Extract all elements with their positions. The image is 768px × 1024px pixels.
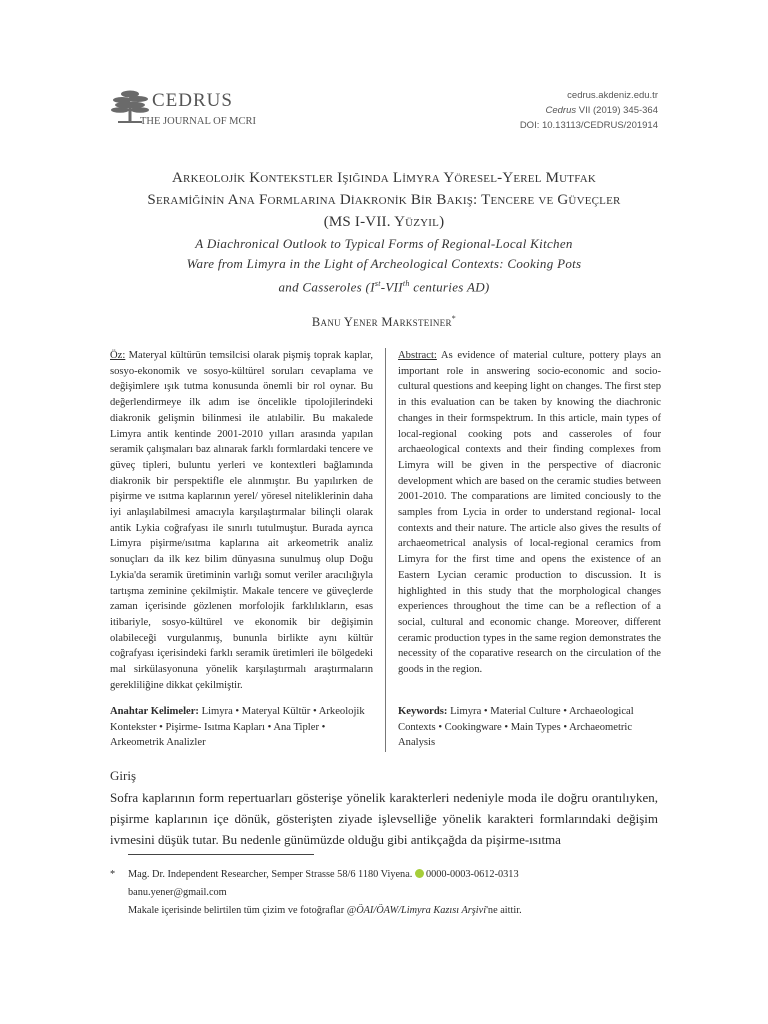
section-heading: Giriş (110, 768, 136, 783)
keywords-tr-text: Limyra • Materyal Kültür • Arkeolojik Kontekster • Pişirme- Isıtma Kapları • Ana Tipler • Arkeometrik Analizler (110, 706, 365, 749)
citation-block (520, 88, 658, 133)
keywords-en-label: Keywords: (398, 706, 448, 717)
abstract-tr-label: Öz: (110, 350, 126, 361)
orcid-icon[interactable] (415, 869, 424, 878)
keywords-english (398, 704, 661, 751)
title-english (100, 234, 668, 297)
title-en-line2: Ware from Limyra in the Light of Archeological Contexts: Cooking Pots (186, 256, 582, 271)
abstract-english (398, 348, 661, 678)
title-tr-line2: Serami̇ği̇ni̇n Ana Formlarina Di̇akroni̇k Bi̇r Bakiş: Tencere ve Güveçler (147, 192, 621, 208)
abstract-en-label: Abstract: (398, 350, 437, 361)
footnote-credit (128, 902, 670, 920)
footnote-affiliation-line (128, 866, 670, 884)
footnote-credit-b: @ÖAI/ÖAW/Limyra Kazısı Arşivi (346, 905, 487, 916)
footnote-email[interactable]: banu.yener@gmail.com (128, 887, 227, 898)
title-en-part-b: -VII (380, 279, 403, 295)
journal-name: CEDRUS (152, 90, 233, 111)
author-name: Banu Yener Marksteiner (311, 315, 452, 330)
author-footnote-mark[interactable]: * (451, 314, 457, 323)
keywords-turkish (110, 704, 373, 751)
footnote-rule (128, 854, 314, 855)
abstract-turkish (110, 348, 373, 693)
title-en-part-c: centuries AD) (409, 279, 490, 295)
footnote-credit-a: Makale içerisinde belirtilen tüm çizim ve fotoğraflar (128, 905, 347, 916)
orcid-id[interactable]: 0000-0003-0612-0313 (425, 869, 519, 880)
footnote-mark: * (110, 869, 116, 880)
journal-site-link[interactable]: cedrus.akdeniz.edu.tr (567, 90, 658, 101)
author-line (100, 314, 668, 330)
title-en-line3 (100, 274, 668, 297)
abstract-tr-text: Materyal kültürün temsilcisi olarak pişmiş toprak kaplar, sosyo-ekonomik ve sosyo-kültürel soruları cevaplama ve değişimlere ışık tutma konusunda önemli bir rol oynar. Bu değerlendirmeye ilk adım ise öncelikle tipolojilerindeki diakronik gelişmin bilinmesi ile atılabilir. Bu makalede Limyra antik kentinde 2001-2010 yılları arasında yapılan seramik çalışmaları baz alınarak farklı formlardaki tencere ve güveç tipleri, buluntu yerleri ve kontextleri bağlamında diakronik bir perspektifle ele alınmıştır. Bu yapılırken de pişirme ve ısıtma kaplarının yerel/ yöresel niteliklerinin daha iyi anlaşılabilmesi amacıyla karşılaştırmalar bilinçli olarak antik Lykia coğrafyası ile sınırlı tutulmuştur. Burada ayrıca Limyra pişirme/ısıtma kaplarına ait arkeometrik analiz sonuçları da ilk kez bilim dünyasına sunulmuş olup Doğu Lykia'da seramik üretiminin varlığı somut veriler aracılığıyla tartışma zeminine çekilmiştir. Makale tencere ve güveçlerde zaman içerisinde gözlenen morfolojik farklılıkların, esas itibariyle, sosyo-kültürel ve ekonomik bir değişimin olabileceği vurgulanmış, bununla birlikte aynı kültür coğrafyası içerisindeki farklı seramik üretimleri ile bölgedeki mal sirkülasyonuna yönelik karşılaştırmalı araştırmaların gerekliliğine dikkat çekilmiştir. (110, 350, 373, 691)
citation-line (520, 103, 658, 118)
journal-logo (110, 86, 270, 134)
title-en-sup2: th (402, 279, 410, 288)
body-paragraph: Sofra kaplarının form repertuarları gösterişe yönelik karakterleri nedeniyle moda ile doğru orantılıyken, pişirme kaplarının içe dönük, gösterişten ziyade işlevselliğe yönelik karakteri formlarındaki değişim ivmesini düşük tutar. Bu nedenle günümüzde olduğu gibi antikçağda da pişirme-ısıtma (110, 790, 658, 847)
title-turkish (100, 167, 668, 233)
title-en-sup1: st (374, 279, 381, 288)
title-tr-line3: (MS I-VII. Yüzyil) (323, 214, 445, 230)
column-divider (385, 348, 386, 752)
footnote (110, 866, 670, 920)
keywords-tr-label: Anahtar Kelimeler: (110, 706, 199, 717)
keywords-en-text: Limyra • Material Culture • Archaeological Contexts • Cookingware • Main Types • Archaeometric Analysis (398, 706, 634, 749)
citation-journal: Cedrus (545, 105, 577, 116)
journal-subtitle: THE JOURNAL OF MCRI (140, 116, 256, 127)
abstract-en-text: As evidence of material culture, pottery plays an important role in answering socio-economic and socio-cultural questions and keeping light on changes. The first step in this evaluation can be taken by knowing the diachronic changes in their formspektrum. In this article, main types of local-regional cooking pots and casseroles of four archaeological contexts and their finding complexes from Limyra will be given in the perspective of diacronic development which are based on the ceramic studies between 2001-2010. The comparations are limited conciously to the samples from Lycia in order to understand regional- local contexts and their nature. The article also gives the results of archaeometrical analysis of local-regional ceramics from Limyra for the first time and opens the existence of an Eastern Lycian ceramic production to discussion. It is highlighted in this study that the morphological changes experiences throughout the time can be a reflection of a social, cultural and economic change. Moreover, different ceramic production types in the same region demonstrates the necessity of the coparative research on the circulation of the goods in the region. (398, 350, 661, 676)
footnote-affiliation: Mag. Dr. Independent Researcher, Semper Strasse 58/6 1180 Viyena. (128, 869, 413, 880)
citation-volume: VII (2019) 345-364 (578, 105, 658, 116)
title-en-line1: A Diachronical Outlook to Typical Forms of Regional-Local Kitchen (195, 236, 573, 251)
title-en-part-a: and Casseroles (I (278, 279, 375, 295)
footnote-credit-c: 'ne aittir. (486, 905, 522, 916)
title-tr-line1: Arkeoloji̇k Kontekstler Işiğinda Li̇myra Yöresel-Yerel Mutfak (172, 170, 596, 186)
doi-link[interactable]: DOI: 10.13113/CEDRUS/201914 (519, 120, 658, 131)
